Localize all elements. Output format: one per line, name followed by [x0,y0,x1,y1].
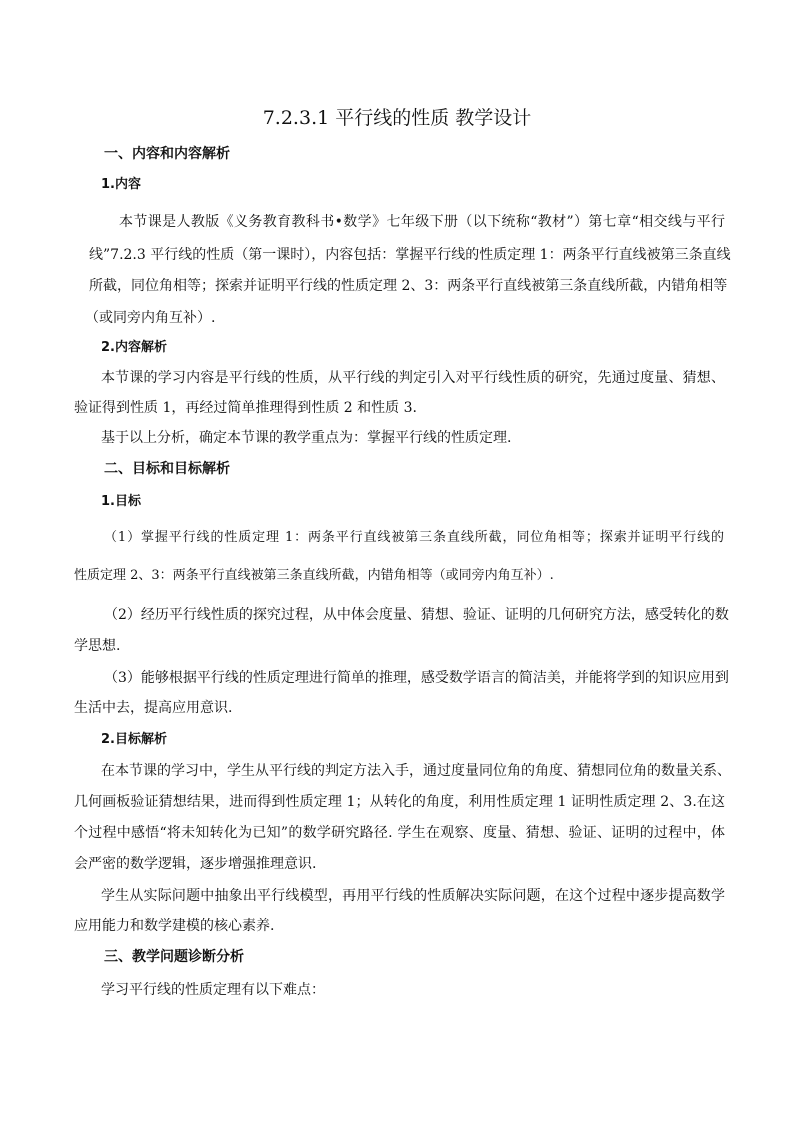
paragraph-line: 性质定理 2、3：两条平行直线被第三条直线所截，内错角相等（或同旁内角互补）. [74,568,554,583]
section-heading-2: 二、目标和目标解析 [104,461,230,477]
paragraph-line: （或同旁内角互补）. [85,310,216,326]
subsection-heading-content-analysis: 2.内容解析 [101,340,167,355]
document-title: 7.2.3.1 平行线的性质 教学设计 [262,107,532,129]
paragraph-line: （1）掌握平行线的性质定理 1：两条平行直线被第三条直线所截，同位角相等；探索并证明平行线的 [104,530,725,545]
section-heading-1: 一、内容和内容解析 [104,146,230,162]
paragraph-line: 所截，同位角相等；探索并证明平行线的性质定理 2、3：两条平行直线被第三条直线所截，内错角相等 [89,278,728,294]
paragraph-line: 应用能力和数学建模的核心素养. [74,918,275,934]
paragraph-line: 线”7.2.3 平行线的性质（第一课时），内容包括：掌握平行线的性质定理 1：两条平行直线被第三条直线 [89,247,731,263]
paragraph-line: 会严密的数学逻辑，逐步增强推理意识. [74,856,317,872]
paragraph-line: （2）经历平行线性质的探究过程，从中体会度量、猜想、验证、证明的几何研究方法，感受转化的数 [104,607,729,623]
paragraph-line: 在本节课的学习中，学生从平行线的判定方法入手，通过度量同位角的角度、猜想同位角的数量关系、 [101,763,731,779]
paragraph-line: 学思想. [74,638,121,654]
paragraph-line: （3）能够根据平行线的性质定理进行简单的推理，感受数学语言的简洁美，并能将学到的知识应用到 [104,670,729,686]
subsection-heading-goal-analysis: 2.目标解析 [101,732,167,747]
paragraph-line: 几何画板验证猜想结果，进而得到性质定理 1；从转化的角度，利用性质定理 1 证明性质定理 2、3.在这 [74,794,726,810]
paragraph-line: 基于以上分析，确定本节课的教学重点为：掌握平行线的性质定理. [101,430,512,446]
paragraph-line: 生活中去，提高应用意识. [74,700,233,716]
paragraph-line: 本节课的学习内容是平行线的性质，从平行线的判定引入对平行线性质的研究，先通过度量、猜想、 [101,370,726,386]
paragraph-line: 验证得到性质 1，再经过简单推理得到性质 2 和性质 3. [74,400,417,416]
subsection-heading-goals: 1.目标 [101,494,141,509]
paragraph-line: 学习平行线的性质定理有以下难点： [101,982,325,998]
section-heading-3: 三、教学问题诊断分析 [104,949,244,965]
paragraph-line: 本节课是人教版《义务教育教科书•数学》七年级下册（以下统称“教材”）第七章“相交线与平行 [119,214,726,230]
paragraph-line: 个过程中感悟“将未知转化为已知”的数学研究路径. 学生在观察、度量、猜想、验证、证明的过程中，体 [74,825,726,841]
subsection-heading-content: 1.内容 [101,177,141,192]
paragraph-line: 学生从实际问题中抽象出平行线模型，再用平行线的性质解决实际问题，在这个过程中逐步提高数学 [101,888,726,904]
